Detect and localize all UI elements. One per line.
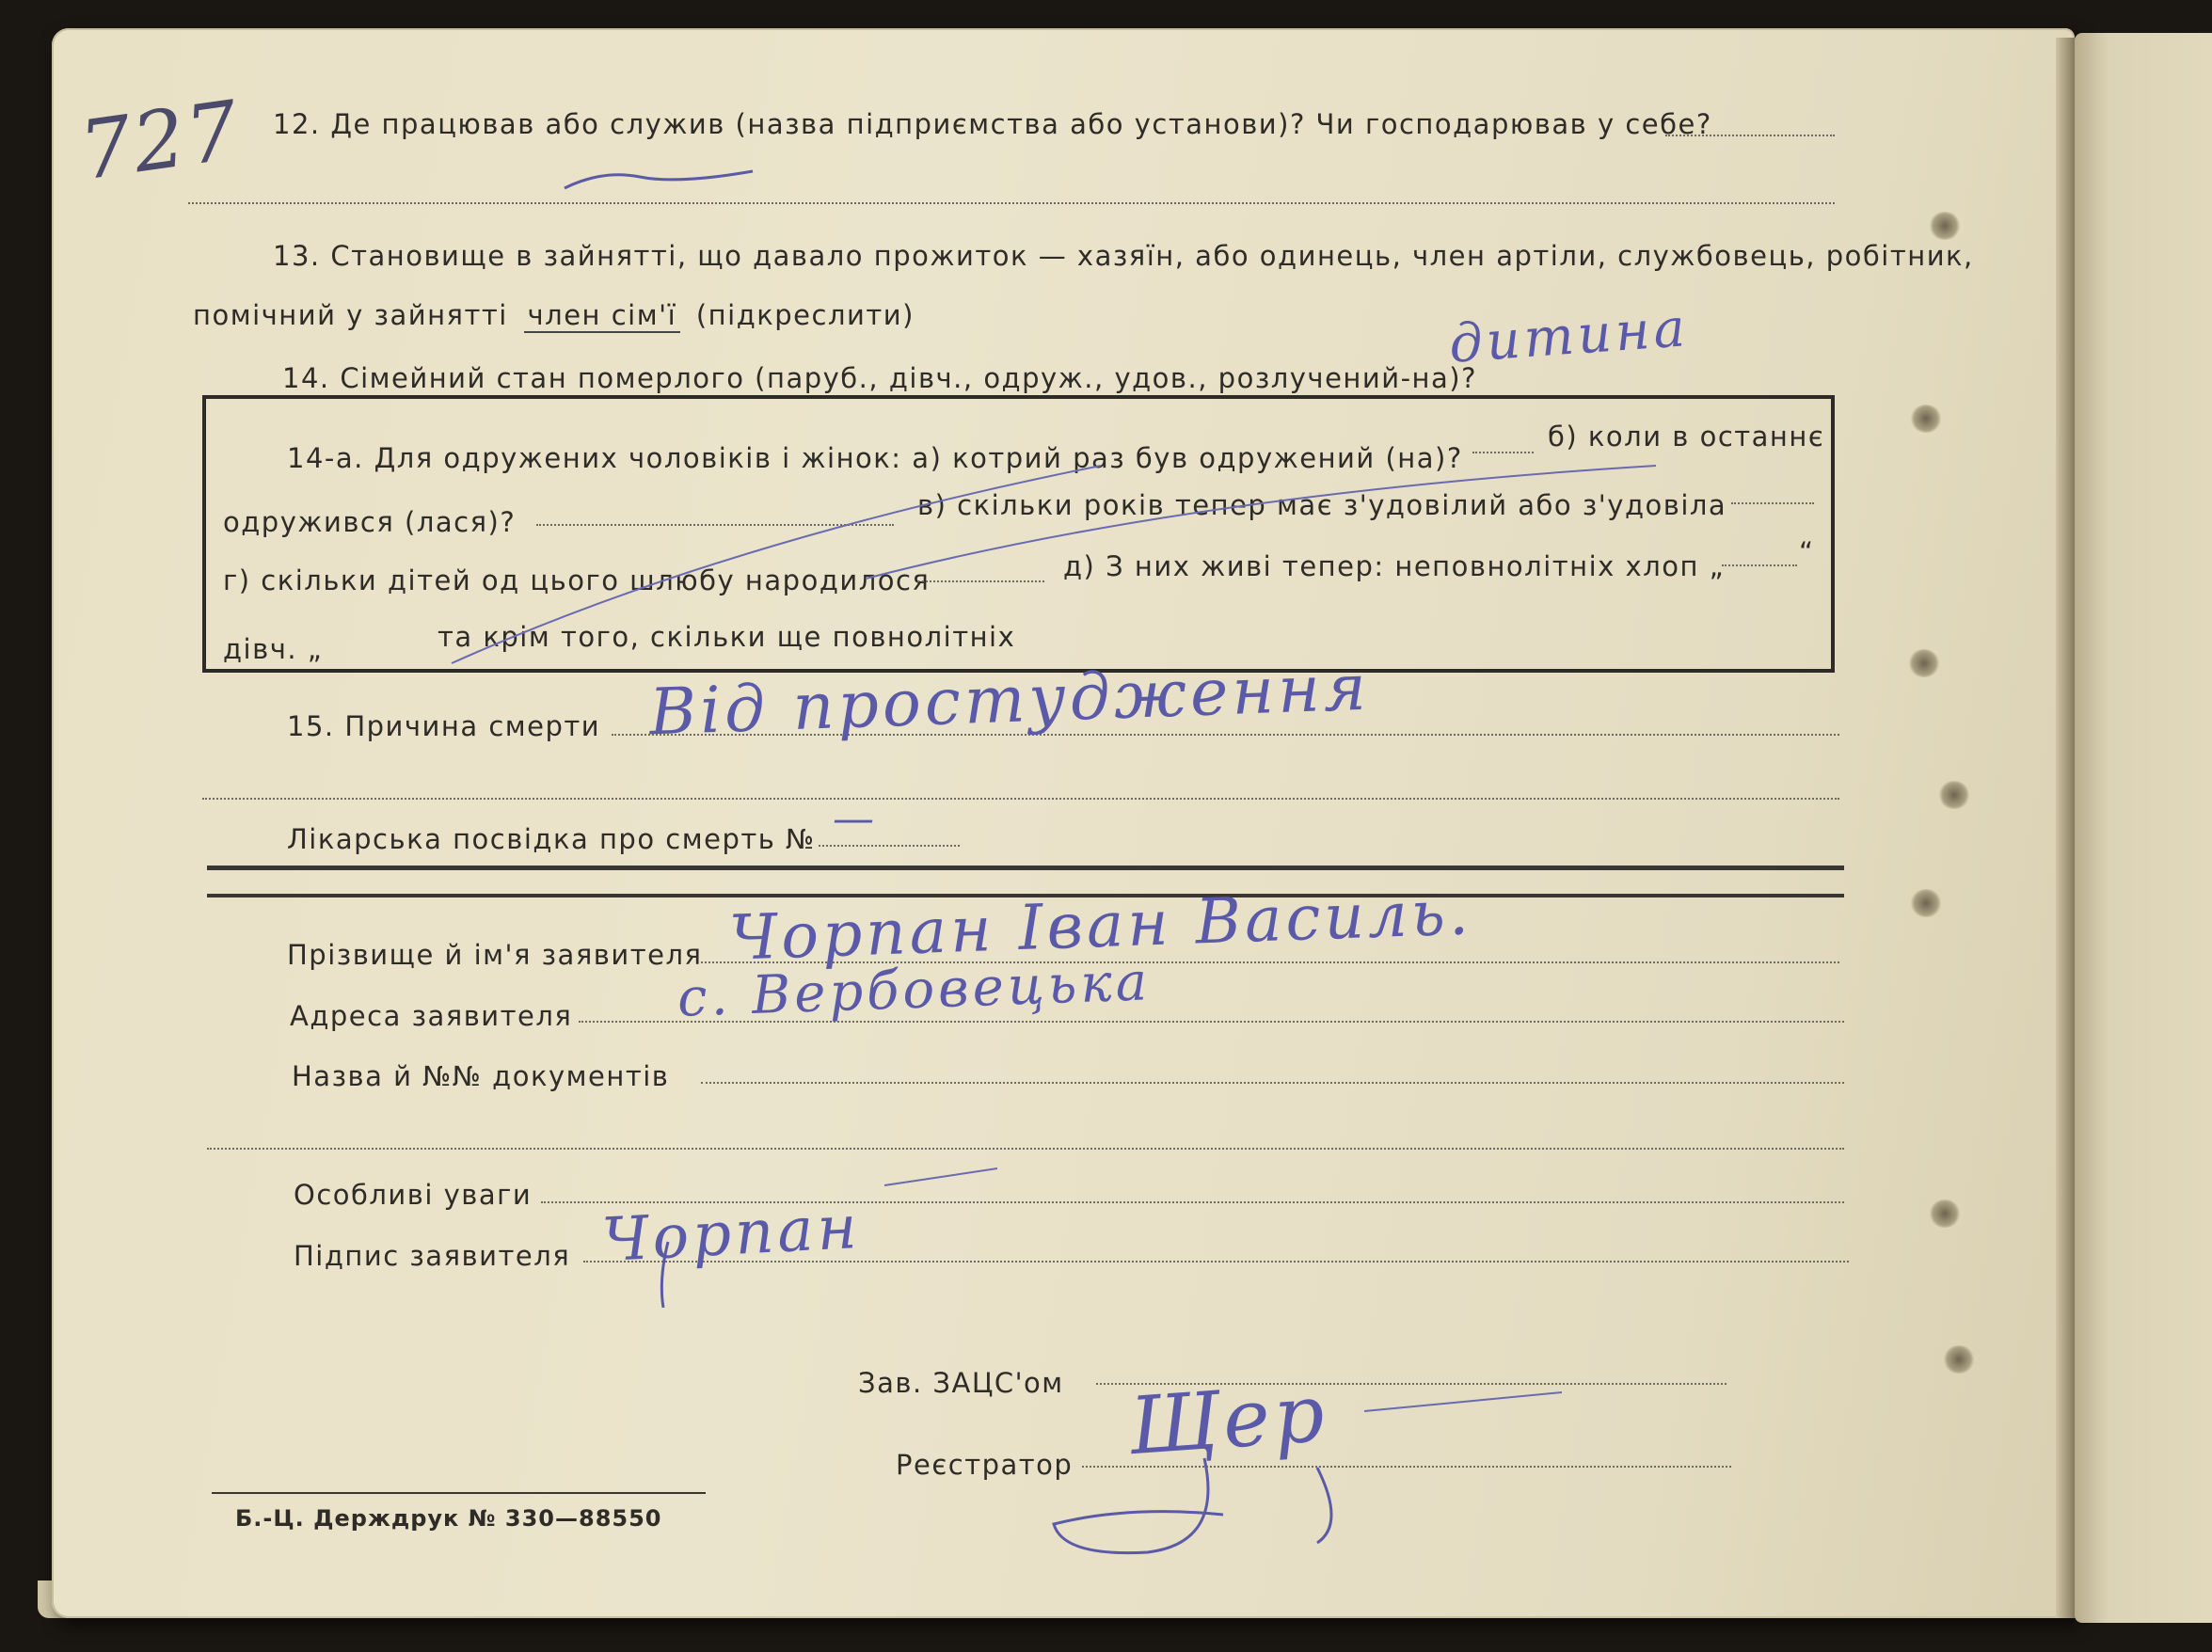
binding-hole [1929, 1199, 1961, 1228]
binding-hole [1929, 212, 1961, 240]
applicant-signature: Чорпан [600, 1192, 863, 1277]
registrar-label: Реєстратор [896, 1449, 1074, 1481]
question-14a-line1: 14-а. Для одружених чоловіків і жінок: а) котрий раз був одружений (на)? [287, 442, 1463, 474]
folio-number: 727 [73, 83, 247, 199]
question-14a-line4b: та крім того, скільки ще повнолітніх [438, 621, 1016, 653]
binding-hole [1908, 649, 1940, 677]
registrar-signature: Щер [1125, 1366, 1331, 1473]
answer-line-documents [701, 1082, 1844, 1084]
binding-hole [1910, 889, 1942, 917]
answer-line-12b [188, 202, 1835, 204]
facing-page [2075, 33, 2212, 1623]
question-13: 13. Становище в зайнятті, що давало прожиток — хазяїн, або одинець, член артіли, службовець, робітник, [273, 240, 1974, 272]
binding-hole [1910, 405, 1942, 433]
q13-underlined-option: член сім'ї [524, 299, 681, 333]
dash-mark [555, 151, 762, 207]
answer-line-documents-b [207, 1148, 1844, 1150]
answer-line-med [819, 845, 960, 847]
signature-flourish [602, 1167, 997, 1308]
section-divider-top [207, 866, 1844, 870]
applicant-name-label: Прізвище й ім'я заявителя [287, 939, 703, 971]
binding-hole [1943, 1345, 1975, 1374]
remarks-label: Особливі уваги [294, 1179, 533, 1211]
applicant-address-label: Адреса заявителя [290, 1000, 573, 1032]
answer-line-12 [1665, 135, 1835, 136]
question-13-continued [193, 299, 915, 331]
question-14a-line2: одружився (лася)? [223, 506, 517, 538]
head-of-registry-label: Зав. ЗАЦС'ом [858, 1367, 1064, 1399]
cross-out-strokes [442, 428, 1854, 673]
question-14a-line3: г) скільки дітей од цього шлюбу народилося [223, 564, 931, 596]
imprint-rule [212, 1492, 706, 1494]
signature-label: Підпис заявителя [294, 1240, 571, 1272]
printer-imprint: Б.-Ц. Держдрук № 330—88550 [235, 1505, 662, 1532]
question-14a-line3b: д) З них живі тепер: неповнолітніх хлоп „ [1063, 550, 1726, 582]
marital-status-answer: дитина [1447, 297, 1691, 375]
question-14: 14. Сімейний стан померлого (паруб., дівч., одруж., удов., розлучений-на)? [282, 362, 1477, 394]
medical-certificate-answer: — [833, 795, 878, 843]
q13-prefix: помічний у зайнятті [193, 299, 508, 331]
documents-label: Назва й №№ документів [292, 1060, 670, 1092]
binding-hole [1938, 781, 1970, 809]
q13-note: (підкреслити) [695, 299, 915, 331]
registrar-signature-flourish [1035, 1355, 1562, 1571]
question-14a-line4: дівч. „ [223, 633, 324, 665]
question-15: 15. Причина смерти [287, 710, 601, 742]
question-14a-line3c: “ [1799, 536, 1815, 568]
medical-certificate-label: Лікарська посвідка про смерть № [287, 823, 816, 855]
cause-of-death-answer: Від простудження [647, 650, 1372, 751]
question-12: 12. Де працював або служив (назва підприємства або установи)? Чи господарював у себе? [273, 108, 1712, 140]
applicant-name-answer: Чорпан Іван Василь. [727, 876, 1473, 975]
answer-line-15b [202, 798, 1839, 800]
question-14a-line1b: б) коли в останнє [1548, 421, 1825, 453]
question-14a-line2b: в) скільки років тепер має з'удовілий або з'удовіла [917, 489, 1727, 521]
applicant-address-answer: с. Вербовецька [676, 951, 1153, 1029]
